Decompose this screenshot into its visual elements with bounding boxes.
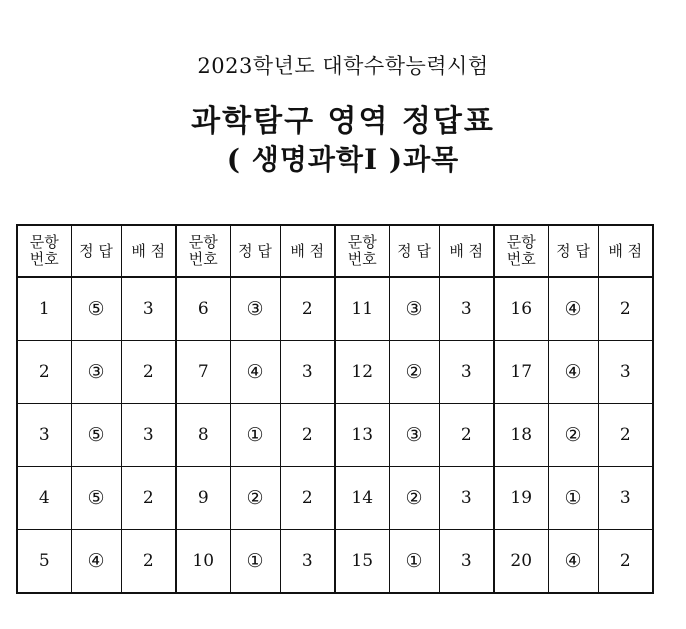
points-cell: 2 bbox=[280, 467, 335, 530]
question-number-cell: 17 bbox=[494, 341, 548, 404]
exam-name: 2023학년도 대학수학능력시험 bbox=[197, 54, 489, 78]
question-number-cell: 19 bbox=[494, 467, 548, 530]
answer-cell: ② bbox=[389, 341, 439, 404]
points-cell: 2 bbox=[121, 530, 176, 594]
question-number-header bbox=[494, 225, 548, 277]
question-number-cell: 11 bbox=[335, 277, 389, 341]
question-number-header bbox=[176, 225, 230, 277]
question-header-line1: 문항 bbox=[347, 233, 377, 251]
question-number-cell: 10 bbox=[176, 530, 230, 594]
table-row bbox=[17, 530, 653, 594]
points-header: 배 점 bbox=[280, 225, 335, 277]
points-header: 배 점 bbox=[121, 225, 176, 277]
answer-header: 정 답 bbox=[389, 225, 439, 277]
question-number-header bbox=[17, 225, 71, 277]
points-header: 배 점 bbox=[598, 225, 653, 277]
header-row bbox=[17, 225, 653, 277]
answer-cell: ③ bbox=[230, 277, 280, 341]
answer-cell: ② bbox=[389, 467, 439, 530]
answer-cell: ④ bbox=[548, 530, 598, 594]
points-cell: 2 bbox=[598, 404, 653, 467]
question-number-cell: 2 bbox=[17, 341, 71, 404]
question-number-cell: 16 bbox=[494, 277, 548, 341]
answer-cell: ② bbox=[230, 467, 280, 530]
answer-cell: ① bbox=[230, 404, 280, 467]
answer-cell: ① bbox=[389, 530, 439, 594]
answer-cell: ④ bbox=[71, 530, 121, 594]
table-row bbox=[17, 404, 653, 467]
points-cell: 2 bbox=[598, 277, 653, 341]
table-row bbox=[17, 467, 653, 530]
question-number-cell: 9 bbox=[176, 467, 230, 530]
points-cell: 2 bbox=[121, 467, 176, 530]
points-header: 배 점 bbox=[439, 225, 494, 277]
points-cell: 3 bbox=[280, 530, 335, 594]
question-header-line2: 번호 bbox=[29, 250, 59, 268]
points-cell: 3 bbox=[439, 341, 494, 404]
question-number-cell: 3 bbox=[17, 404, 71, 467]
question-number-cell: 6 bbox=[176, 277, 230, 341]
answer-cell: ① bbox=[230, 530, 280, 594]
question-number-cell: 18 bbox=[494, 404, 548, 467]
question-header-line2: 번호 bbox=[506, 250, 536, 268]
table-row bbox=[17, 277, 653, 341]
points-cell: 3 bbox=[598, 341, 653, 404]
answer-cell: ⑤ bbox=[71, 277, 121, 341]
document-title: 과학탐구 영역 정답표 bbox=[191, 104, 495, 139]
answer-header: 정 답 bbox=[230, 225, 280, 277]
points-cell: 3 bbox=[121, 404, 176, 467]
question-header-line1: 문항 bbox=[188, 233, 218, 251]
points-cell: 2 bbox=[598, 530, 653, 594]
question-number-header bbox=[335, 225, 389, 277]
question-header-line2: 번호 bbox=[347, 250, 377, 268]
points-cell: 2 bbox=[439, 404, 494, 467]
points-cell: 3 bbox=[598, 467, 653, 530]
points-cell: 3 bbox=[280, 341, 335, 404]
points-cell: 3 bbox=[439, 467, 494, 530]
points-cell: 2 bbox=[280, 404, 335, 467]
question-number-cell: 1 bbox=[17, 277, 71, 341]
points-cell: 3 bbox=[121, 277, 176, 341]
subject-title: ( 생명과학Ⅰ )과목 bbox=[226, 143, 460, 176]
question-number-cell: 7 bbox=[176, 341, 230, 404]
points-cell: 3 bbox=[439, 530, 494, 594]
answer-header: 정 답 bbox=[548, 225, 598, 277]
answer-table-body bbox=[17, 277, 653, 593]
answer-cell: ③ bbox=[71, 341, 121, 404]
question-number-cell: 13 bbox=[335, 404, 389, 467]
points-cell: 2 bbox=[280, 277, 335, 341]
answer-cell: ④ bbox=[548, 277, 598, 341]
question-header-line1: 문항 bbox=[506, 233, 536, 251]
question-header-line2: 번호 bbox=[188, 250, 218, 268]
answer-header: 정 답 bbox=[71, 225, 121, 277]
points-cell: 3 bbox=[439, 277, 494, 341]
question-number-cell: 8 bbox=[176, 404, 230, 467]
answer-cell: ⑤ bbox=[71, 467, 121, 530]
points-cell: 2 bbox=[121, 341, 176, 404]
answer-cell: ③ bbox=[389, 277, 439, 341]
question-header-line1: 문항 bbox=[29, 233, 59, 251]
answer-cell: ② bbox=[548, 404, 598, 467]
answer-cell: ④ bbox=[230, 341, 280, 404]
answer-key-table bbox=[16, 224, 654, 594]
answer-cell: ③ bbox=[389, 404, 439, 467]
question-number-cell: 15 bbox=[335, 530, 389, 594]
answer-cell: ① bbox=[548, 467, 598, 530]
question-number-cell: 4 bbox=[17, 467, 71, 530]
question-number-cell: 12 bbox=[335, 341, 389, 404]
table-row bbox=[17, 341, 653, 404]
question-number-cell: 14 bbox=[335, 467, 389, 530]
answer-cell: ④ bbox=[548, 341, 598, 404]
question-number-cell: 5 bbox=[17, 530, 71, 594]
question-number-cell: 20 bbox=[494, 530, 548, 594]
answer-cell: ⑤ bbox=[71, 404, 121, 467]
